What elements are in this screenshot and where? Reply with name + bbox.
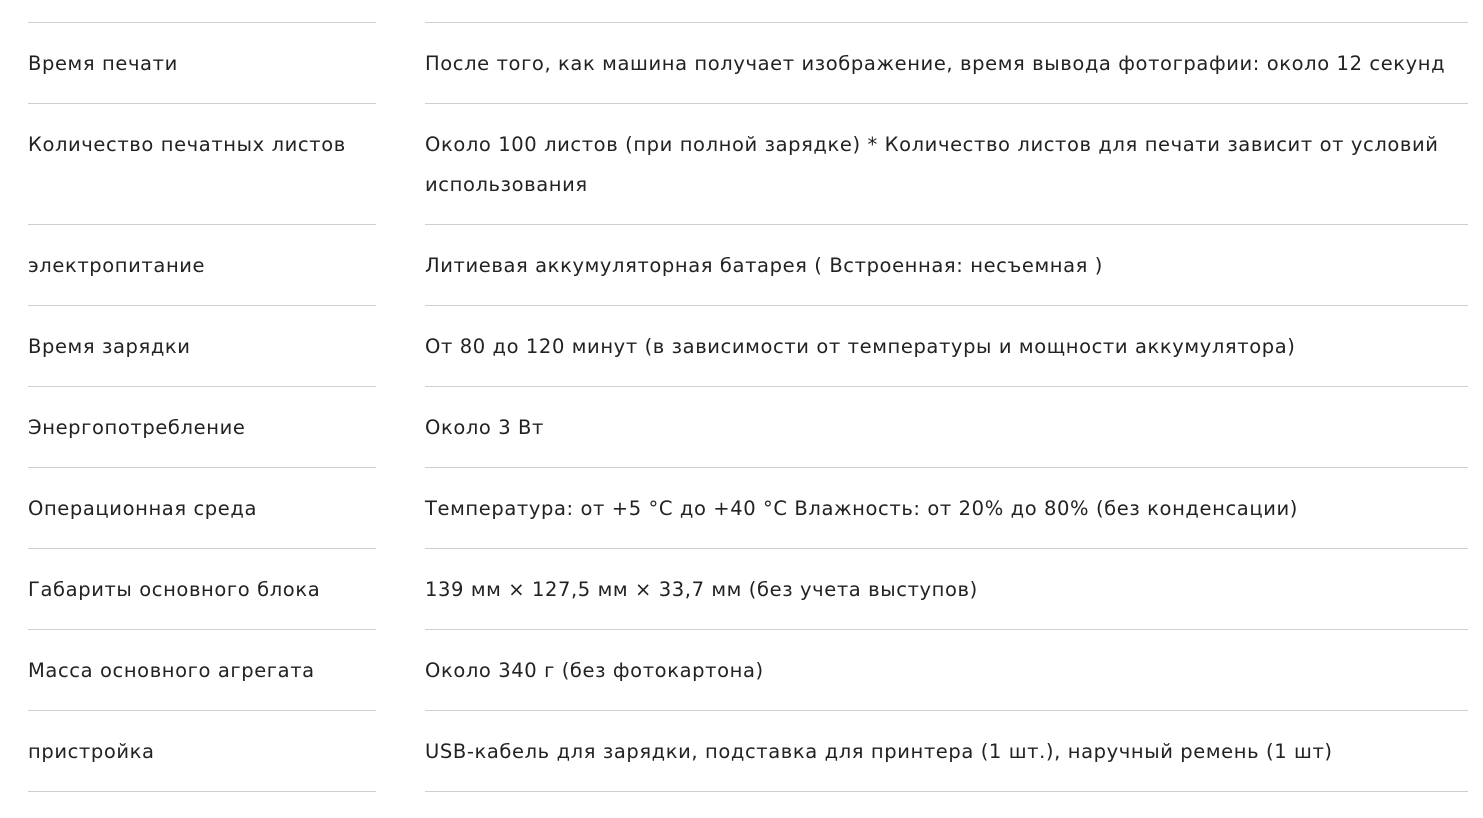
spec-value-cell [425, 224, 1468, 305]
spec-label-cell [28, 386, 376, 467]
spec-value: 139 мм × 127,5 мм × 33,7 мм (без учета выступов) [425, 578, 978, 601]
divider [28, 791, 376, 792]
spec-label-cell [28, 22, 376, 103]
spec-label-cell [28, 629, 376, 710]
spec-value-cell [425, 22, 1468, 103]
spec-row-power-supply [0, 224, 1483, 305]
spec-row-print-time [0, 22, 1483, 103]
spec-value: USB-кабель для зарядки, подставка для принтера (1 шт.), наручный ремень (1 шт) [425, 740, 1333, 763]
spec-row-sheet-count [0, 103, 1483, 224]
spec-row-charge-time [0, 305, 1483, 386]
spec-label: электропитание [28, 254, 206, 277]
spec-value-cell [425, 386, 1468, 467]
spec-value-cell [425, 305, 1468, 386]
spec-value-cell [425, 629, 1468, 710]
spec-label-cell [28, 548, 376, 629]
spec-label: Количество печатных листов [28, 133, 346, 156]
spec-value: От 80 до 120 минут (в зависимости от температуры и мощности аккумулятора) [425, 335, 1296, 358]
spec-label-cell [28, 710, 376, 791]
spec-row-operating-environment [0, 467, 1483, 548]
spec-label: Время печати [28, 52, 178, 75]
spec-row-dimensions [0, 548, 1483, 629]
spec-table [0, 22, 1483, 792]
spec-value: Около 100 листов (при полной зарядке) * Количество листов для печати зависит от условий использования [425, 133, 1439, 196]
table-bottom-rule [0, 791, 1483, 792]
divider [425, 791, 1468, 792]
spec-label-cell [28, 305, 376, 386]
spec-label-cell [28, 224, 376, 305]
spec-row-accessories [0, 710, 1483, 791]
spec-label: Габариты основного блока [28, 578, 321, 601]
spec-label: Операционная среда [28, 497, 258, 520]
spec-value: Около 340 г (без фотокартона) [425, 659, 764, 682]
spec-label: Время зарядки [28, 335, 191, 358]
spec-value-cell [425, 548, 1468, 629]
spec-value: Литиевая аккумуляторная батарея ( Встроенная: несъемная ) [425, 254, 1104, 277]
spec-value: После того, как машина получает изображение, время вывода фотографии: около 12 секунд [425, 52, 1446, 75]
spec-value-cell [425, 467, 1468, 548]
spec-label: пристройка [28, 740, 155, 763]
spec-row-power-consumption [0, 386, 1483, 467]
spec-label-cell [28, 103, 376, 224]
spec-label: Масса основного агрегата [28, 659, 315, 682]
spec-value: Температура: от +5 °C до +40 °C Влажность: от 20% до 80% (без конденсации) [425, 497, 1298, 520]
spec-label: Энергопотребление [28, 416, 246, 439]
spec-value-cell [425, 103, 1468, 224]
spec-row-weight [0, 629, 1483, 710]
spec-value-cell [425, 710, 1468, 791]
spec-value: Около 3 Вт [425, 416, 544, 439]
spec-label-cell [28, 467, 376, 548]
